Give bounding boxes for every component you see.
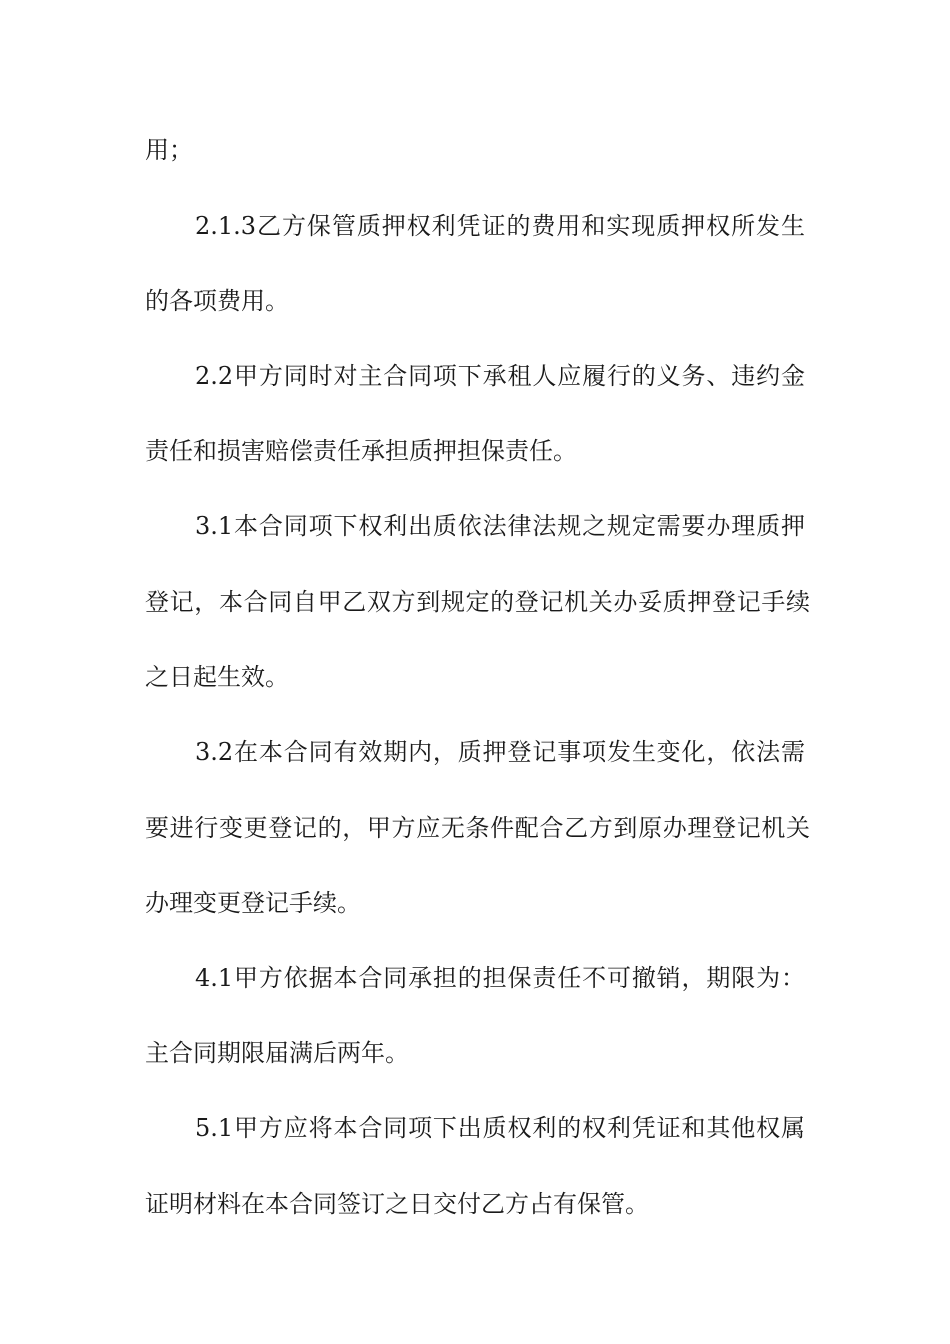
text-line: 证明材料在本合同签订之日交付乙方占有保管。 xyxy=(145,1190,649,1218)
text-line: 用； xyxy=(145,136,193,164)
text-line: 2.1.3乙方保管质押权利凭证的费用和实现质押权所发生 xyxy=(195,212,805,240)
text-line: 5.1甲方应将本合同项下出质权利的权利凭证和其他权属 xyxy=(195,1114,805,1142)
text-line: 2.2甲方同时对主合同项下承租人应履行的义务、违约金 xyxy=(195,362,805,390)
text-line: 之日起生效。 xyxy=(145,663,289,691)
text-line: 4.1甲方依据本合同承担的担保责任不可撤销，期限为： xyxy=(195,964,805,992)
text-line: 要进行变更登记的，甲方应无条件配合乙方到原办理登记机关 xyxy=(145,814,810,842)
text-line: 3.1本合同项下权利出质依法律法规之规定需要办理质押 xyxy=(195,512,805,540)
text-line: 办理变更登记手续。 xyxy=(145,889,361,917)
text-line: 登记，本合同自甲乙双方到规定的登记机关办妥质押登记手续 xyxy=(145,588,810,616)
text-line: 主合同期限届满后两年。 xyxy=(145,1039,409,1067)
text-line: 责任和损害赔偿责任承担质押担保责任。 xyxy=(145,437,577,465)
text-line: 3.2在本合同有效期内，质押登记事项发生变化，依法需 xyxy=(195,738,805,766)
text-line: 的各项费用。 xyxy=(145,287,289,315)
